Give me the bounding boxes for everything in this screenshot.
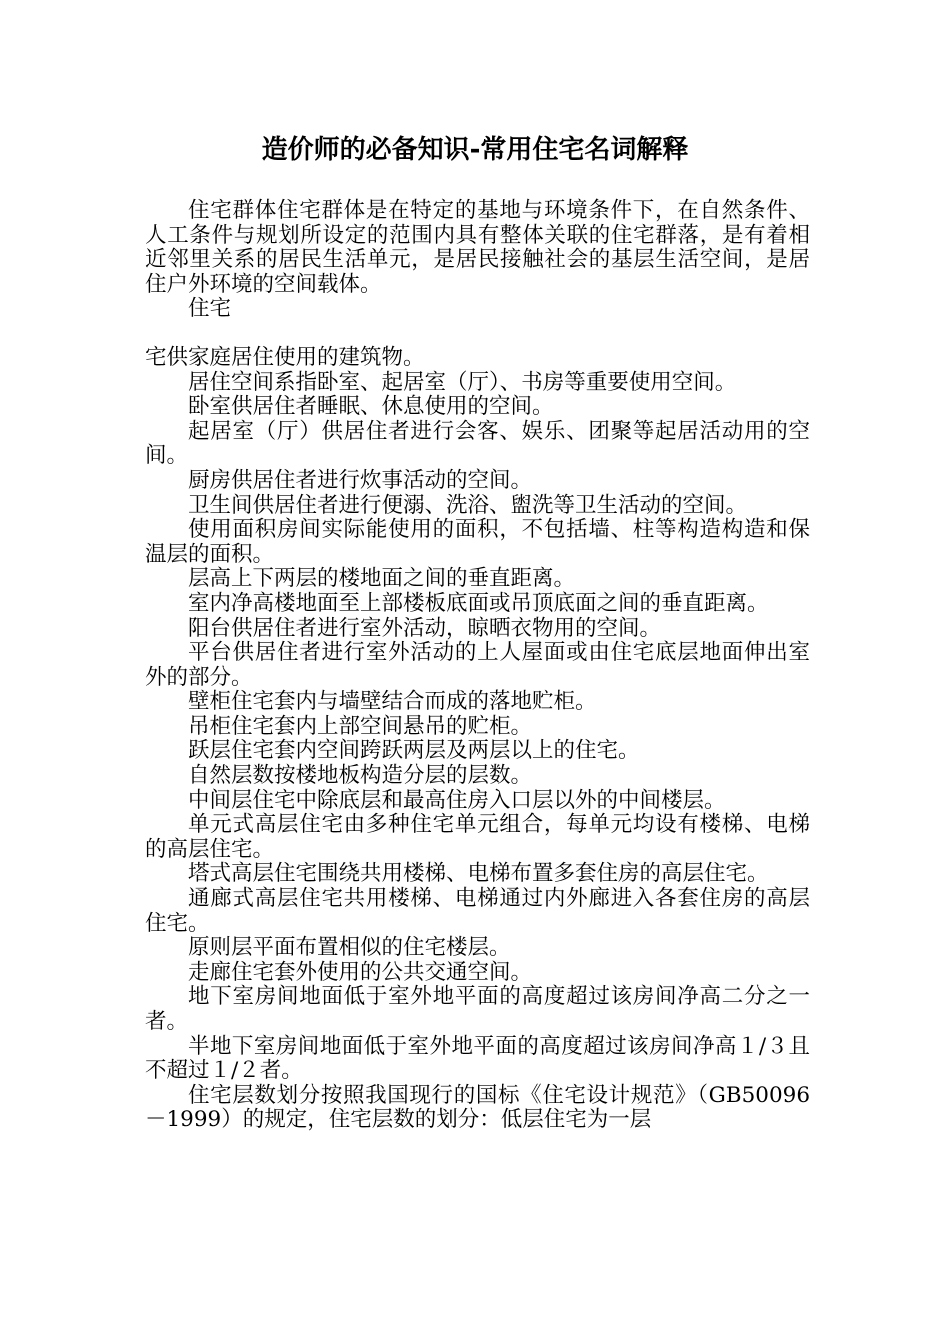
paragraph-tower-highrise: 塔式高层住宅围绕共用楼梯、电梯布置多套住房的高层住宅。 [188,861,769,887]
paragraph-semi-basement: 半地下室房间地面低于室外地平面的高度超过该房间净高１/３且不超过１/２者。 [145,1033,810,1084]
paragraph-bedroom: 卧室供居住者睡眠、休息使用的空间。 [188,394,554,420]
paragraph-bathroom: 卫生间供居住者进行便溺、洗浴、盥洗等卫生活动的空间。 [188,492,748,518]
blank-line [145,322,810,346]
paragraph-balcony: 阳台供居住者进行室外活动，晾晒衣物用的空间。 [188,615,662,641]
document-title: 造价师的必备知识-常用住宅名词解释 [261,135,689,165]
paragraph-living-space: 居住空间系指卧室、起居室（厅）、书房等重要使用空间。 [188,369,737,395]
paragraph-usable-area: 使用面积房间实际能使用的面积，不包括墙、柱等构造构造和保温层的面积。 [145,517,810,567]
paragraph-corridor: 走廊住宅套外使用的公共交通空间。 [188,959,533,985]
paragraph-hanging-cabinet: 吊柜住宅套内上部空间悬吊的贮柜。 [188,713,533,739]
paragraph-wall-cabinet: 壁柜住宅套内与墙壁结合而成的落地贮柜。 [188,689,597,715]
paragraph-natural-floors: 自然层数按楼地板构造分层的层数。 [188,763,533,789]
paragraph-living-room: 起居室（厅）供居住者进行会客、娱乐、团聚等起居活动用的空间。 [145,418,810,469]
paragraph-corridor-highrise: 通廊式高层住宅共用楼梯、电梯通过内外廊进入各套住房的高层住宅。 [145,886,810,936]
paragraph-housing-heading: 住宅 [188,296,232,322]
paragraph-clear-height: 室内净高楼地面至上部楼板底面或吊顶底面之间的垂直距离。 [188,590,769,616]
paragraph-floor-classification: 住宅层数划分按照我国现行的国标《住宅设计规范》（GB50096－1999）的规定，住宅层数的划分：低层住宅为一层 [145,1082,810,1133]
paragraph-middle-floor: 中间层住宅中除底层和最高住房入口层以外的中间楼层。 [188,787,726,813]
paragraph-floor-height: 层高上下两层的楼地面之间的垂直距离。 [188,566,576,592]
document-body [145,199,810,1133]
paragraph-unit-highrise: 单元式高层住宅由多种住宅单元组合，每单元均设有楼梯、电梯的高层住宅。 [145,812,810,862]
paragraph-terrace: 平台供居住者进行室外活动的上人屋面或由住宅底层地面伸出室外的部分。 [145,640,810,690]
paragraph-basement: 地下室房间地面低于室外地平面的高度超过该房间净高二分之一者。 [145,984,810,1034]
paragraph-housing-definition: 宅供家庭居住使用的建筑物。 [145,344,425,370]
paragraph-housing-group: 住宅群体住宅群体是在特定的基地与环境条件下，在自然条件、人工条件与规划所设定的范围内具有整体关联的住宅群落，是有着相近邻里关系的居民生活单元，是居民接触社会的基层生活空间，是居住户外环境的空间载体。 [145,198,810,297]
paragraph-kitchen: 厨房供居住者进行炊事活动的空间。 [188,467,533,493]
paragraph-standard-floor: 原则层平面布置相似的住宅楼层。 [188,935,511,961]
paragraph-duplex: 跃层住宅套内空间跨跃两层及两层以上的住宅。 [188,738,640,764]
